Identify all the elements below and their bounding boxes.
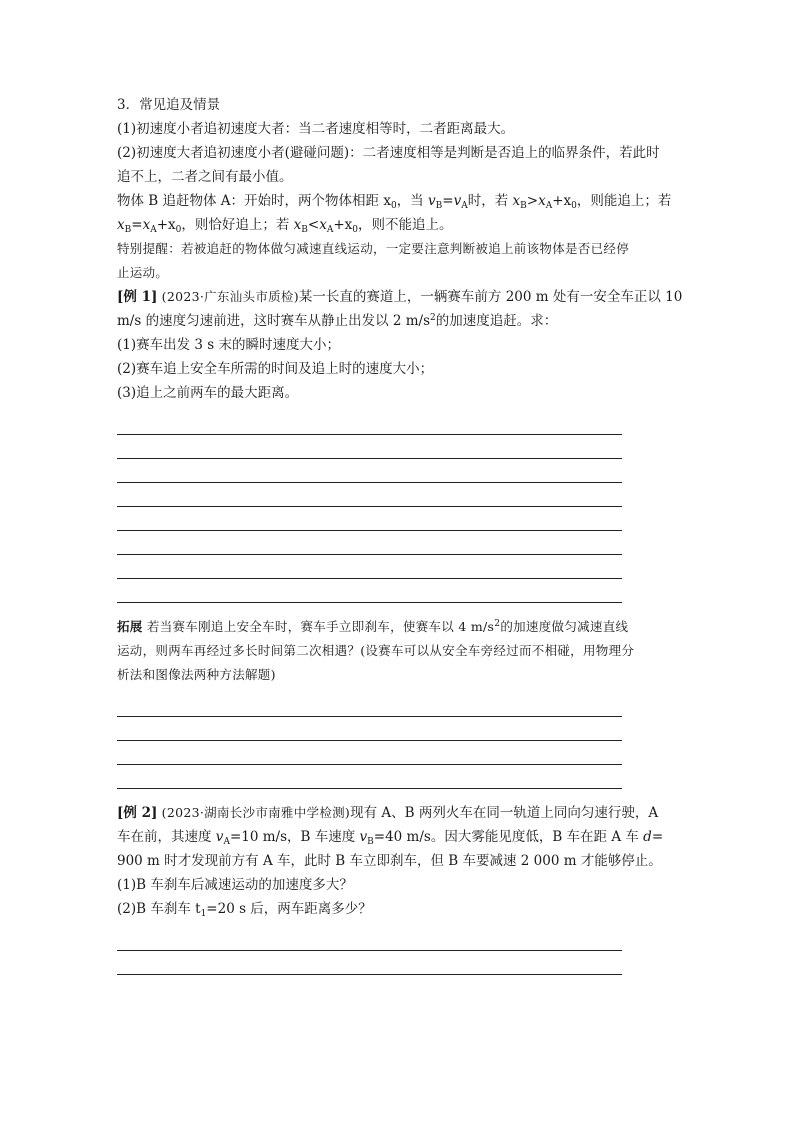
- answer-line[interactable]: [117, 741, 622, 765]
- example-2-question-2: [117, 897, 677, 921]
- var-x: x: [117, 217, 125, 233]
- example-1-question-2: (2)赛车追上安全车所需的时间及追上时的速度大小；: [117, 361, 434, 377]
- example-2-line-3: 900 m 时才发现前方有 A 车，此时 B 车立即刹车，但 B 车要减速 2 000 m 才能够停止。: [117, 853, 662, 869]
- plus-x: +x: [552, 193, 572, 209]
- text: 现有 A、B 两列火车在同一轨道上同向匀速行驶，A: [350, 805, 659, 821]
- equals: =: [442, 193, 454, 209]
- plus-x: +x: [156, 217, 176, 233]
- text: 的加速度做匀减速直线: [500, 619, 629, 634]
- answer-line[interactable]: [117, 483, 622, 507]
- answer-line[interactable]: [117, 507, 622, 531]
- spacer: [117, 789, 677, 801]
- example-2-line-2: [117, 825, 677, 849]
- subscript: A: [326, 225, 334, 235]
- page-content: [117, 93, 683, 975]
- answer-line[interactable]: [117, 555, 622, 579]
- subscript: A: [223, 837, 230, 847]
- paragraph-1: (1)初速度小者追初速度大者：当二者速度相等时，二者距离最大。: [117, 121, 515, 137]
- paragraph-3-line-2: [117, 213, 677, 237]
- var-v: v: [215, 829, 224, 845]
- example-1-source: (2023·广东汕头市质检): [161, 289, 299, 304]
- text: 的加速度追赶。求：: [435, 313, 558, 329]
- text: ，当: [396, 193, 428, 209]
- answer-line[interactable]: [117, 459, 622, 483]
- example-2-answer-area[interactable]: [117, 927, 677, 975]
- text: 时，若: [467, 193, 513, 209]
- answer-line[interactable]: [117, 717, 622, 741]
- example-1-tag: [例 1]: [117, 289, 158, 305]
- var-v: v: [453, 193, 462, 209]
- subscript: 0: [390, 201, 397, 211]
- text: 若当赛车刚追上安全车时，赛车手立即刹车，使赛车以 4 m/s: [146, 619, 495, 634]
- example-2-source: (2023·湖南长沙市南雅中学检测): [161, 805, 351, 820]
- paragraph-2-line-2: 追不上，二者之间有最小值。: [117, 169, 293, 185]
- subscript: 1: [200, 909, 207, 919]
- text: 车在前，其速度: [117, 829, 216, 845]
- spacer: [117, 603, 677, 615]
- extension-line-1: [117, 615, 677, 639]
- subscript: A: [545, 201, 553, 211]
- subscript: 0: [352, 225, 359, 235]
- answer-line[interactable]: [117, 531, 622, 555]
- example-1-question-1: (1)赛车出发 3 s 末的瞬时速度大小；: [117, 337, 341, 353]
- example-1-line-2: [117, 309, 677, 333]
- subscript: B: [367, 837, 374, 847]
- answer-line[interactable]: [117, 765, 622, 789]
- text: ，则恰好追上；若: [181, 217, 294, 233]
- example-2-question-1: (1)B 车刹车后减速运动的加速度多大？: [117, 877, 353, 893]
- equals: =: [131, 217, 143, 233]
- var-x: x: [319, 217, 327, 233]
- text: =10 m/s，B 车速度: [229, 829, 360, 845]
- answer-line[interactable]: [117, 411, 622, 435]
- text: =40 m/s。因大雾能见度低，B 车在距 A 车: [373, 829, 644, 845]
- var-x: x: [538, 193, 546, 209]
- plus-x: +x: [333, 217, 353, 233]
- text: ，则能追上；若: [576, 193, 672, 209]
- subscript: 0: [571, 201, 577, 211]
- example-2-line-1: [117, 801, 677, 825]
- tip-line-1: 特别提醒：若被追赶的物体做匀减速直线运动，一定要注意判断被追上前该物体是否已经停: [117, 241, 630, 256]
- text: ，则不能追上。: [358, 217, 453, 233]
- text: =: [651, 829, 664, 845]
- subscript: A: [461, 201, 468, 211]
- less-than: <: [307, 217, 320, 233]
- var-d: d: [643, 829, 652, 845]
- extension-line-2: 运动，则两车再经过多长时间第二次相遇？(设赛车可以从安全车旁经过而不相碰，用物理分: [117, 643, 635, 658]
- var-x: x: [142, 217, 151, 233]
- subscript: 0: [175, 225, 182, 235]
- extension-tag: 拓展: [117, 619, 143, 634]
- answer-line[interactable]: [117, 693, 622, 717]
- extension-line-3: 析法和图像法两种方法解题): [117, 667, 276, 682]
- answer-line[interactable]: [117, 927, 622, 951]
- paragraph-2-line-1: (2)初速度大者追初速度小者(避碰问题)：二者速度相等是判断是否追上的临界条件，若此时: [117, 145, 660, 161]
- example-1-answer-area[interactable]: [117, 411, 677, 603]
- subscript: B: [301, 225, 308, 235]
- answer-line[interactable]: [117, 951, 622, 975]
- superscript: 2: [430, 313, 436, 323]
- example-1-question-3: (3)追上之前两车的最大距离。: [117, 385, 299, 401]
- text: (2)B 车刹车 t: [117, 901, 201, 917]
- subscript: B: [435, 201, 443, 211]
- section-title: 3．常见追及情景: [117, 97, 221, 113]
- text: =20 s 后，两车距离多少？: [206, 901, 372, 917]
- extension-answer-area[interactable]: [117, 693, 677, 789]
- var-v: v: [359, 829, 368, 845]
- tip-line-2: 止运动。: [117, 265, 169, 280]
- var-x: x: [512, 193, 521, 209]
- subscript: A: [150, 225, 157, 235]
- paragraph-3-line-1: [117, 189, 677, 213]
- example-1-line-1: [117, 285, 683, 309]
- example-2-tag: [例 2]: [117, 805, 158, 821]
- text: 物体 B 追赶物体 A：开始时，两个物体相距 x: [117, 193, 391, 209]
- answer-line[interactable]: [117, 435, 622, 459]
- subscript: B: [520, 201, 527, 211]
- answer-line[interactable]: [117, 579, 622, 603]
- text: 某一长直的赛道上，一辆赛车前方 200 m 处有一安全车正以 10: [298, 289, 683, 305]
- greater-than: >: [526, 193, 539, 209]
- var-x: x: [293, 217, 302, 233]
- text: m/s 的速度匀速前进，这时赛车从静止出发以 2 m/s: [117, 313, 431, 329]
- subscript: B: [124, 225, 132, 235]
- var-v: v: [427, 193, 436, 209]
- superscript: 2: [494, 619, 501, 629]
